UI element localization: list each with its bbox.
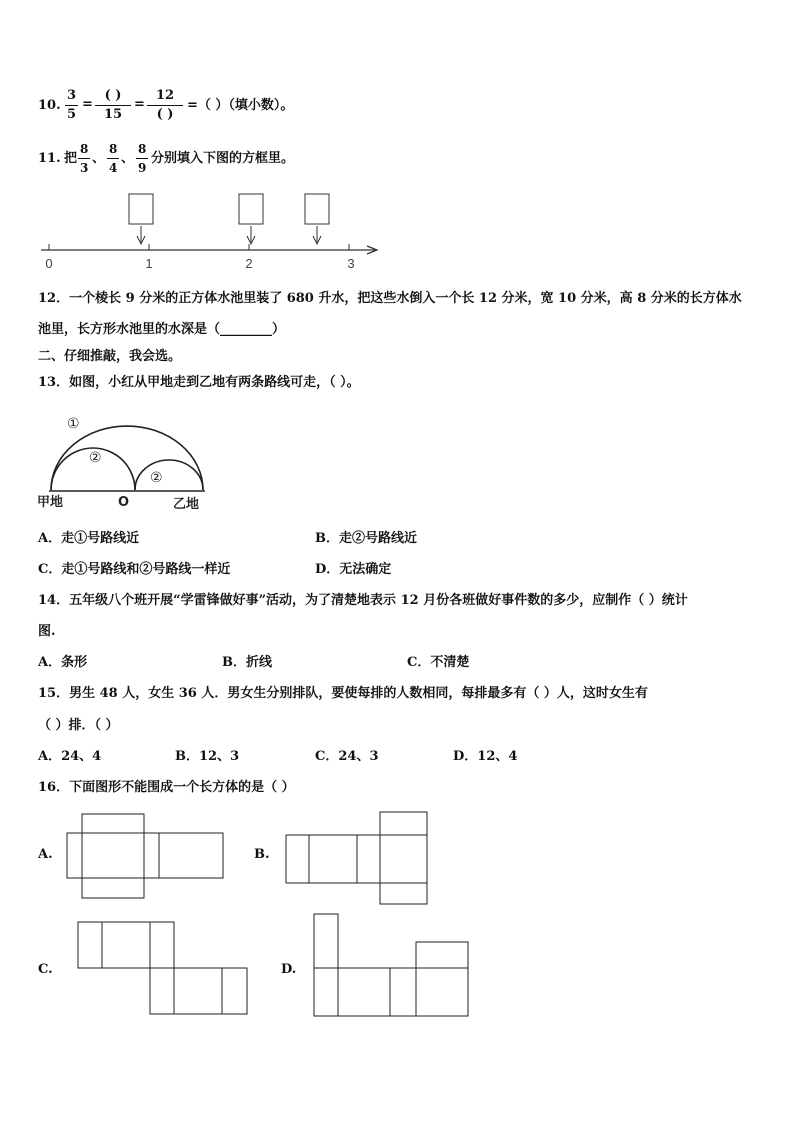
question-16-stem: 16．下面图形不能围成一个长方体的是（ ）: [38, 780, 295, 795]
question-tail: =（ ）（填小数）。: [187, 98, 294, 113]
question-15-line2: （ ）排．（ ）: [38, 718, 119, 733]
route-1-arc: [51, 426, 203, 490]
option-a[interactable]: A．走①号路线近: [38, 531, 140, 546]
route-2b-label: ②: [150, 470, 163, 486]
end-label: 乙地: [173, 497, 200, 510]
option-d[interactable]: D．无法确定: [315, 562, 392, 577]
fraction: 12 ( ): [147, 88, 183, 123]
net-a-diagram[interactable]: [66, 813, 226, 900]
option-c[interactable]: C．走①号路线和②号路线一样近: [38, 562, 231, 577]
net-b-diagram[interactable]: [284, 810, 432, 906]
tick-label: 1: [145, 256, 153, 271]
separator: 、: [92, 151, 106, 166]
question-13-stem: 13．如图，小红从甲地走到乙地有两条路线可走，（ ）。: [38, 375, 360, 390]
question-14-line1: 14．五年级八个班开展“学雷锋做好事”活动，为了清楚地表示 12 月份各班做好事件数的多少，应制作（ ）统计: [38, 593, 688, 608]
answer-box: [129, 194, 153, 224]
fraction: 8 3: [80, 142, 89, 175]
answer-box: [305, 194, 329, 224]
tick-label: 3: [347, 256, 355, 271]
number-line-diagram: [35, 188, 385, 274]
route-1-label: ①: [67, 416, 80, 432]
option-d[interactable]: D．12、4: [453, 749, 518, 764]
fraction: 3 5: [67, 88, 77, 122]
question-prefix: 把: [64, 151, 78, 166]
route-2-label: ②: [89, 450, 102, 466]
separator: 、: [121, 151, 135, 166]
question-number: 10.: [38, 98, 61, 113]
fraction: 8 4: [109, 142, 118, 175]
route-2b-arc: [135, 460, 203, 490]
start-label: 甲地: [37, 495, 64, 510]
net-c-diagram[interactable]: [76, 920, 252, 1016]
question-15-line1: 15．男生 48 人，女生 36 人．男女生分别排队，要使每排的人数相同，每排最多有（ ）人，这时女生有: [38, 686, 648, 701]
tick-label: 0: [45, 256, 53, 271]
question-12-line1: 12．一个棱长 9 分米的正方体水池里装了 680 升水，把这些水倒入一个长 12 分米，宽 10 分米，高 8 分米的长方体水: [38, 291, 742, 306]
option-a[interactable]: A．24、4: [38, 749, 102, 764]
net-d-diagram[interactable]: [312, 912, 474, 1020]
equals-sign: =: [82, 97, 93, 112]
equals-sign: =: [134, 97, 145, 112]
question-suffix: 分别填入下图的方框里。: [151, 151, 295, 166]
option-b[interactable]: B．12、3: [175, 749, 240, 764]
section-title: 二、仔细推敲，我会选。: [38, 349, 182, 364]
question-12-line2: 池里，长方形水池里的水深是（________）: [38, 322, 286, 337]
option-c[interactable]: C．不清楚: [407, 655, 470, 670]
fraction: 8 9: [138, 142, 147, 175]
center-label: O: [118, 495, 130, 510]
tick-label: 2: [245, 256, 253, 271]
question-14-line2: 图.: [38, 624, 56, 639]
option-b[interactable]: B．折线: [222, 655, 272, 670]
option-c[interactable]: C．24、3: [315, 749, 379, 764]
option-b-label[interactable]: B.: [254, 847, 270, 862]
answer-box: [239, 194, 263, 224]
option-a-label[interactable]: A.: [38, 847, 53, 862]
option-b[interactable]: B．走②号路线近: [315, 531, 417, 546]
question-number: 11.: [38, 151, 61, 166]
routes-diagram: [35, 410, 215, 510]
option-a[interactable]: A．条形: [38, 655, 88, 670]
option-d-label[interactable]: D.: [281, 962, 297, 977]
fraction: ( ) 15: [95, 88, 131, 123]
option-c-label[interactable]: C.: [38, 962, 53, 977]
